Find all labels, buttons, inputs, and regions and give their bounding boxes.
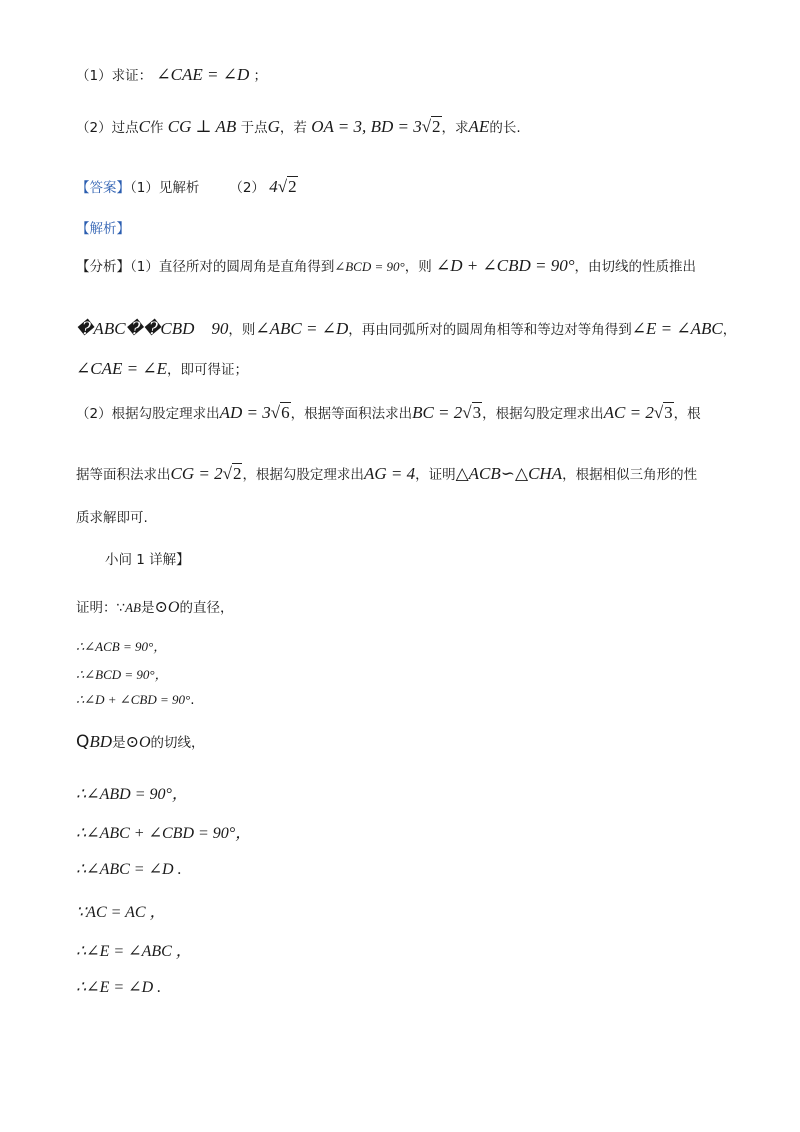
proof-line-1: 证明：∵AB是⊙O的直径， [76,599,234,616]
q1-label: （1）求证： [76,68,153,84]
q2-text-3: 于点 [240,120,268,136]
question-2 [76,116,521,137]
proof-line-4: ∴∠D + ∠CBD = 90°. [76,692,195,708]
proof-line-2: ∴∠ACB = 90°， [76,639,167,654]
analysis-line-2: �ABC��CBD 90，则∠ABC = ∠D，再由同弧所对的圆周角相等和等边对等角得到∠E = ∠ABC， [76,319,737,338]
proof-line-7: ∴∠ABC + ∠CBD = 90°， [76,825,252,842]
analysis-line-5: 据等面积法求出CG = 2√2，根据勾股定理求出AG = 4，证明△ACB∽△CHA，根据相似三角形的性 [76,464,698,483]
answer-1: （1）见解析 [130,180,200,196]
analysis-line-1: 【分析】（1）直径所对的圆周角是直角得到∠BCD = 90°，则 ∠D + ∠CBD = 90°，由切线的性质推出 [76,256,697,275]
proof-line-5: QBD是⊙O的切线， [76,732,205,752]
q2-point-c: C [138,117,150,136]
analysis-line-4: （2）根据勾股定理求出AD = 3√6，根据等面积法求出BC = 2√3，根据勾股定理求出AC = 2√3，根 [76,403,701,422]
sub-question-title: 小问 1 详解】 [105,552,190,568]
proof-line-9: ∵AC = AC ， [76,904,166,921]
answer-tag: 【答案】 [76,180,130,196]
analysis-line-6: 质求解即可. [76,510,148,526]
proof-line-11: ∴∠E = ∠D . [76,979,162,996]
q2-text-5: ，求 [441,120,469,136]
jiexi-heading: 【解析】 [76,221,130,237]
proof-line-10: ∴∠E = ∠ABC ， [76,943,192,960]
question-1 [76,64,267,85]
proof-line-3: ∴∠BCD = 90°， [76,667,168,682]
q2-point-g: G [267,117,280,136]
q2-text-6: 的长. [489,120,521,136]
q2-text-4: ，若 [279,120,307,136]
q2-oa: OA = 3, [311,117,367,136]
q2-bd: BD = 3√2 [370,117,441,136]
q1-math: ∠CAE = ∠D [156,65,250,84]
q2-text-1: （2）过点 [76,120,139,136]
proof-line-8: ∴∠ABC = ∠D . [76,861,182,878]
q2-cg-perp: CG ⊥ AB [167,117,237,136]
answer-2-label: （2） [229,180,265,196]
q1-end: ； [253,68,268,84]
answer-2-value: 4√2 [269,177,297,196]
analysis-line-3: ∠CAE = ∠E，即可得证； [76,359,248,378]
q2-text-2: 作 [149,120,164,136]
answer-line [76,176,298,197]
q2-ae: AE [468,117,490,136]
proof-line-6: ∴∠ABD = 90°， [76,786,188,803]
